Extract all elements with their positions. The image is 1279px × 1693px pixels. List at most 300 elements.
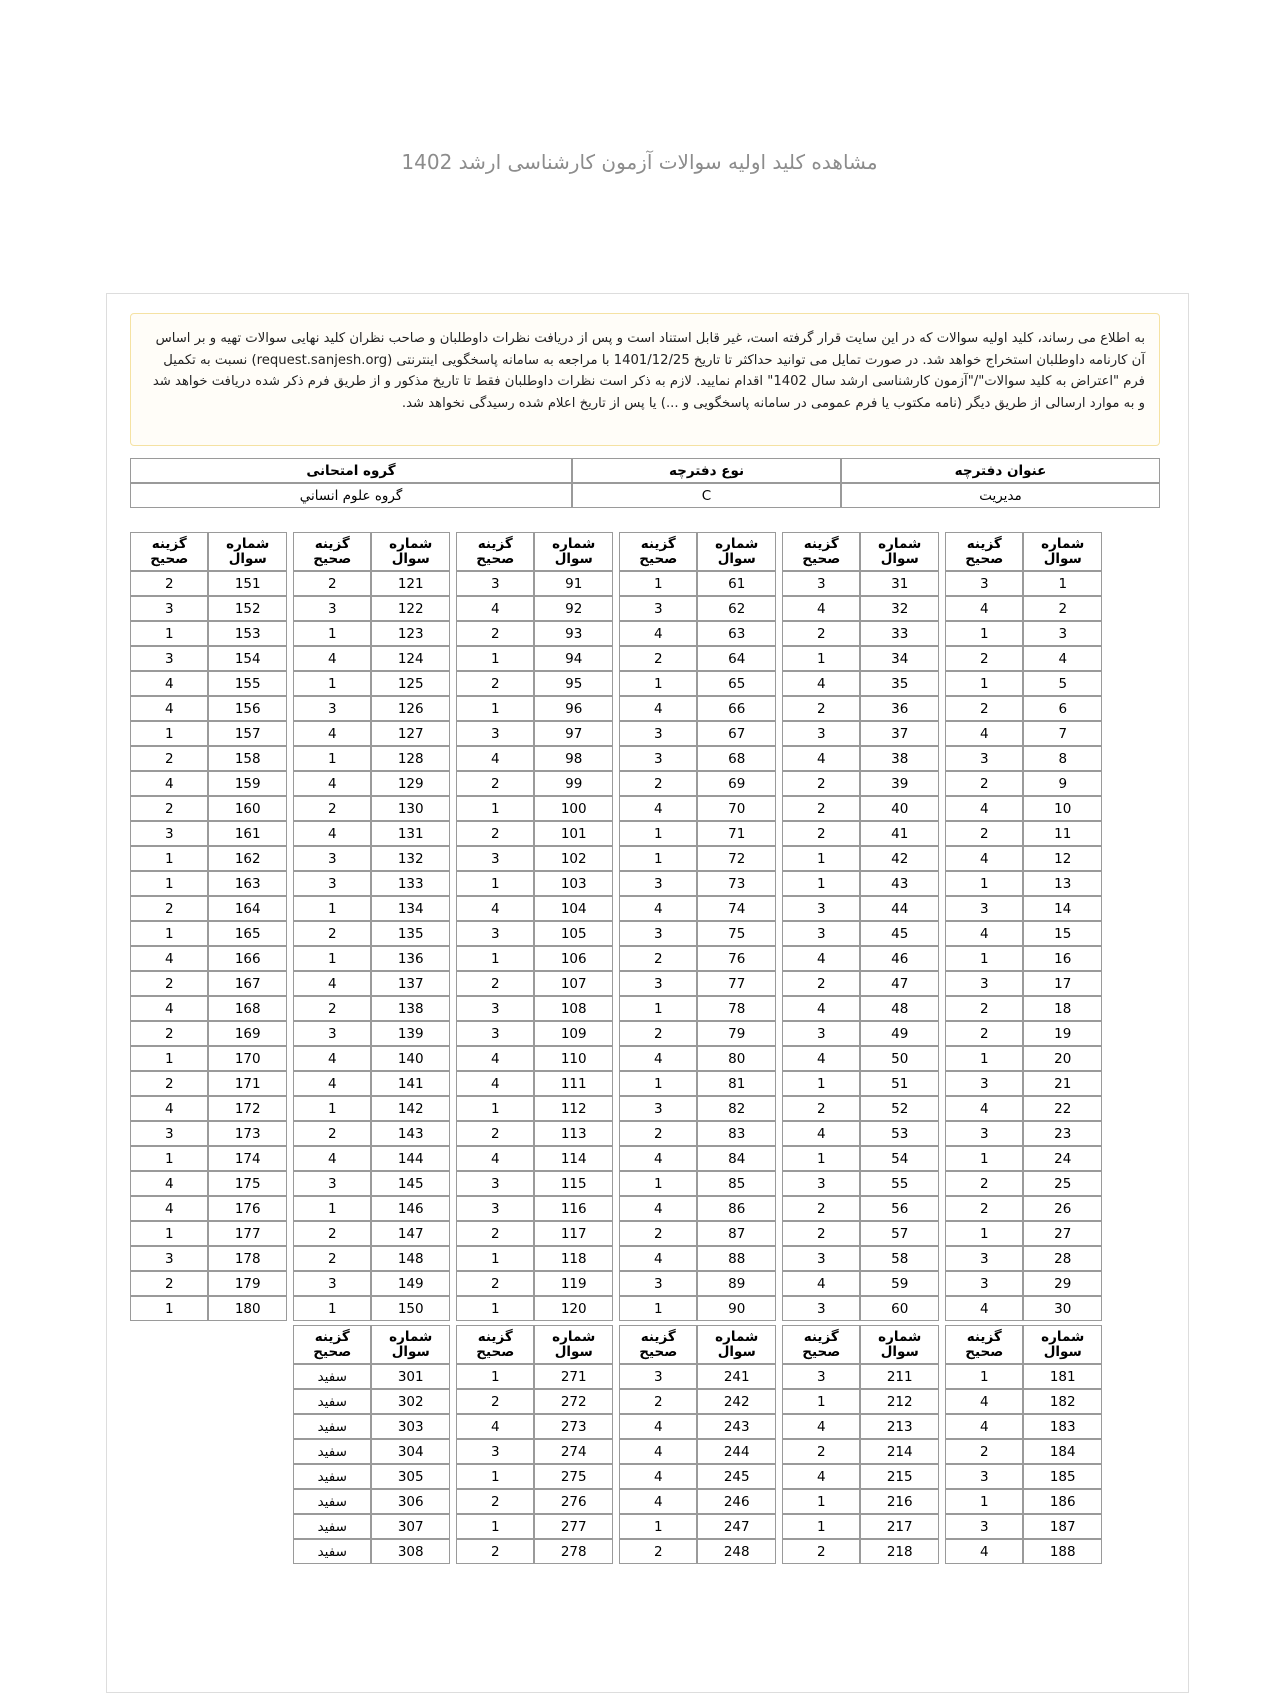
- question-number: 148: [371, 1246, 450, 1271]
- correct-answer: 2: [130, 1271, 208, 1296]
- question-number: 2: [1023, 596, 1102, 621]
- correct-answer: 2: [130, 971, 208, 996]
- table-row: [130, 1171, 287, 1196]
- table-row: [782, 771, 939, 796]
- question-number: 132: [371, 846, 450, 871]
- question-number: 169: [208, 1021, 287, 1046]
- question-number: 32: [860, 596, 939, 621]
- question-number: 217: [860, 1514, 939, 1539]
- correct-answer: 4: [619, 1246, 697, 1271]
- table-row: [456, 821, 613, 846]
- question-number: 146: [371, 1196, 450, 1221]
- correct-answer: 2: [945, 646, 1023, 671]
- exam-group-header: گروه امتحانی: [130, 458, 572, 483]
- question-number: 35: [860, 671, 939, 696]
- question-number: 98: [534, 746, 613, 771]
- table-row: [456, 796, 613, 821]
- table-row: [130, 1296, 287, 1321]
- question-number: 15: [1023, 921, 1102, 946]
- question-number: 247: [697, 1514, 776, 1539]
- table-row: [456, 1196, 613, 1221]
- correct-answer: 2: [293, 571, 371, 596]
- question-number: 54: [860, 1146, 939, 1171]
- correct-answer: 4: [293, 721, 371, 746]
- correct-answer: 1: [456, 1364, 534, 1389]
- question-number: 124: [371, 646, 450, 671]
- table-row: [456, 1296, 613, 1321]
- question-number: 114: [534, 1146, 613, 1171]
- correct-answer: 4: [782, 1464, 860, 1489]
- table-row: [945, 1389, 1102, 1414]
- correct-answer: 4: [782, 1121, 860, 1146]
- question-number: 72: [697, 846, 776, 871]
- table-row: [130, 1146, 287, 1171]
- question-number: 58: [860, 1246, 939, 1271]
- question-number: 161: [208, 821, 287, 846]
- table-row: [945, 1121, 1102, 1146]
- correct-answer: 3: [782, 921, 860, 946]
- question-number: 87: [697, 1221, 776, 1246]
- correct-answer: 4: [293, 771, 371, 796]
- table-row: [782, 946, 939, 971]
- question-number-header: شماره سوال: [1023, 1325, 1102, 1364]
- table-row: [782, 971, 939, 996]
- table-row: [945, 996, 1102, 1021]
- table-row: [293, 1071, 450, 1096]
- correct-answer: 4: [619, 896, 697, 921]
- correct-answer: 1: [130, 1296, 208, 1321]
- table-row: [130, 921, 287, 946]
- table-row: [619, 1414, 776, 1439]
- question-number: 63: [697, 621, 776, 646]
- correct-answer: 1: [945, 946, 1023, 971]
- correct-answer: 4: [945, 1096, 1023, 1121]
- correct-answer: 2: [293, 1246, 371, 1271]
- table-row: [456, 1071, 613, 1096]
- question-number: 242: [697, 1389, 776, 1414]
- table-row: [130, 1046, 287, 1071]
- correct-answer: 2: [945, 821, 1023, 846]
- question-number: 101: [534, 821, 613, 846]
- correct-answer: 1: [945, 1489, 1023, 1514]
- correct-answer: 1: [456, 1296, 534, 1321]
- correct-answer: 3: [945, 1071, 1023, 1096]
- question-number: 304: [371, 1439, 450, 1464]
- correct-answer: 1: [782, 871, 860, 896]
- question-number: 162: [208, 846, 287, 871]
- table-row: [293, 646, 450, 671]
- table-row: [945, 571, 1102, 596]
- question-number: 178: [208, 1246, 287, 1271]
- correct-answer: 4: [130, 771, 208, 796]
- question-number: 214: [860, 1439, 939, 1464]
- correct-answer: سفید: [293, 1414, 371, 1439]
- question-number-header: شماره سوال: [534, 532, 613, 571]
- question-number: 276: [534, 1489, 613, 1514]
- table-row: [619, 1246, 776, 1271]
- table-row: [782, 571, 939, 596]
- table-row: [782, 1489, 939, 1514]
- correct-answer: 1: [619, 671, 697, 696]
- table-row: [945, 1221, 1102, 1246]
- correct-answer: 2: [456, 1221, 534, 1246]
- correct-answer: 2: [782, 696, 860, 721]
- table-row: [782, 1514, 939, 1539]
- question-number: 48: [860, 996, 939, 1021]
- question-number: 22: [1023, 1096, 1102, 1121]
- correct-answer: 4: [130, 1171, 208, 1196]
- question-number: 21: [1023, 1071, 1102, 1096]
- question-number: 180: [208, 1296, 287, 1321]
- question-number: 91: [534, 571, 613, 596]
- table-row: [456, 1146, 613, 1171]
- table-row: [293, 771, 450, 796]
- correct-answer: 3: [456, 996, 534, 1021]
- question-number: 30: [1023, 1296, 1102, 1321]
- correct-answer: 4: [293, 646, 371, 671]
- table-row: [782, 1221, 939, 1246]
- correct-answer: 1: [130, 621, 208, 646]
- question-number: 10: [1023, 796, 1102, 821]
- question-number: 160: [208, 796, 287, 821]
- correct-answer: 2: [293, 796, 371, 821]
- question-number: 96: [534, 696, 613, 721]
- correct-answer: 1: [619, 1171, 697, 1196]
- table-row: [293, 1364, 450, 1389]
- table-row: [619, 746, 776, 771]
- correct-answer: 3: [619, 971, 697, 996]
- table-row: [456, 921, 613, 946]
- correct-answer: 4: [619, 796, 697, 821]
- table-row: [456, 621, 613, 646]
- answer-table: [782, 532, 939, 1321]
- question-number: 14: [1023, 896, 1102, 921]
- table-row: [945, 896, 1102, 921]
- table-row: [945, 1296, 1102, 1321]
- correct-answer-header: گزینه صحیح: [782, 532, 860, 571]
- question-number: 103: [534, 871, 613, 896]
- table-row: [456, 1246, 613, 1271]
- correct-answer: 1: [945, 871, 1023, 896]
- question-number: 118: [534, 1246, 613, 1271]
- question-number: 135: [371, 921, 450, 946]
- correct-answer: 1: [456, 646, 534, 671]
- question-number: 40: [860, 796, 939, 821]
- correct-answer: 2: [130, 571, 208, 596]
- question-number: 116: [534, 1196, 613, 1221]
- question-number-header: شماره سوال: [697, 1325, 776, 1364]
- correct-answer: 2: [782, 621, 860, 646]
- correct-answer: 2: [945, 1171, 1023, 1196]
- correct-answer: 3: [456, 1439, 534, 1464]
- table-row: [293, 1146, 450, 1171]
- correct-answer: 1: [456, 1096, 534, 1121]
- correct-answer: 1: [130, 1221, 208, 1246]
- correct-answer: 1: [782, 646, 860, 671]
- correct-answer: 4: [456, 896, 534, 921]
- correct-answer: 1: [293, 746, 371, 771]
- table-row: [456, 1439, 613, 1464]
- correct-answer: 4: [619, 1489, 697, 1514]
- correct-answer: 2: [782, 771, 860, 796]
- question-number: 175: [208, 1171, 287, 1196]
- question-number: 172: [208, 1096, 287, 1121]
- table-row: [456, 1514, 613, 1539]
- table-row: [130, 746, 287, 771]
- correct-answer: 3: [619, 746, 697, 771]
- question-number: 57: [860, 1221, 939, 1246]
- table-row: [130, 871, 287, 896]
- correct-answer: 2: [782, 821, 860, 846]
- table-row: [293, 571, 450, 596]
- table-row: [782, 1146, 939, 1171]
- correct-answer: 1: [619, 821, 697, 846]
- correct-answer: 2: [619, 1121, 697, 1146]
- table-row: [619, 1071, 776, 1096]
- question-number: 177: [208, 1221, 287, 1246]
- table-row: [130, 1246, 287, 1271]
- question-number: 301: [371, 1364, 450, 1389]
- correct-answer: سفید: [293, 1514, 371, 1539]
- question-number: 156: [208, 696, 287, 721]
- table-row: [945, 721, 1102, 746]
- question-number: 153: [208, 621, 287, 646]
- question-number: 24: [1023, 1146, 1102, 1171]
- answer-table: [782, 1325, 939, 1564]
- table-row: [456, 1121, 613, 1146]
- table-row: [456, 1096, 613, 1121]
- table-row: [945, 846, 1102, 871]
- table-row: [130, 1221, 287, 1246]
- correct-answer: 4: [782, 946, 860, 971]
- table-row: [619, 1271, 776, 1296]
- correct-answer: 2: [456, 771, 534, 796]
- notice-box: [130, 313, 1160, 446]
- correct-answer: 1: [945, 1146, 1023, 1171]
- correct-answer: 3: [619, 596, 697, 621]
- question-number: 75: [697, 921, 776, 946]
- table-row: [456, 771, 613, 796]
- question-number: 13: [1023, 871, 1102, 896]
- question-number: 31: [860, 571, 939, 596]
- question-number: 150: [371, 1296, 450, 1321]
- question-number: 185: [1023, 1464, 1102, 1489]
- table-row: [619, 921, 776, 946]
- correct-answer: 2: [945, 1021, 1023, 1046]
- correct-answer: 1: [782, 1071, 860, 1096]
- table-row: [293, 1196, 450, 1221]
- table-row: [782, 996, 939, 1021]
- booklet-title-header: عنوان دفترچه: [841, 458, 1160, 483]
- correct-answer: 4: [130, 671, 208, 696]
- table-row: [456, 1046, 613, 1071]
- correct-answer: 1: [293, 1296, 371, 1321]
- correct-answer: 3: [945, 971, 1023, 996]
- table-row: [130, 996, 287, 1021]
- table-row: [945, 1514, 1102, 1539]
- question-number: 306: [371, 1489, 450, 1514]
- correct-answer: 2: [619, 1021, 697, 1046]
- correct-answer: 4: [619, 1046, 697, 1071]
- table-row: [130, 771, 287, 796]
- correct-answer: 3: [782, 1021, 860, 1046]
- table-row: [782, 1271, 939, 1296]
- correct-answer: 3: [293, 1021, 371, 1046]
- answer-table: [293, 1325, 450, 1564]
- table-row: [782, 896, 939, 921]
- question-number: 173: [208, 1121, 287, 1146]
- correct-answer: 4: [782, 1046, 860, 1071]
- correct-answer: 1: [130, 1046, 208, 1071]
- correct-answer: 3: [293, 846, 371, 871]
- table-row: [619, 1364, 776, 1389]
- question-number: 5: [1023, 671, 1102, 696]
- question-number: 182: [1023, 1389, 1102, 1414]
- question-number: 137: [371, 971, 450, 996]
- correct-answer: 4: [619, 696, 697, 721]
- question-number: 139: [371, 1021, 450, 1046]
- table-row: [130, 571, 287, 596]
- table-row: [945, 1046, 1102, 1071]
- booklet-type-header: نوع دفترچه: [572, 458, 841, 483]
- question-number: 213: [860, 1414, 939, 1439]
- correct-answer: 1: [456, 1246, 534, 1271]
- correct-answer: 4: [945, 1539, 1023, 1564]
- question-number: 52: [860, 1096, 939, 1121]
- correct-answer: 4: [782, 746, 860, 771]
- table-row: [130, 671, 287, 696]
- correct-answer: 2: [782, 1539, 860, 1564]
- table-row: [130, 846, 287, 871]
- question-number: 104: [534, 896, 613, 921]
- question-number: 7: [1023, 721, 1102, 746]
- correct-answer: 3: [456, 921, 534, 946]
- correct-answer: 4: [456, 1414, 534, 1439]
- table-row: [293, 871, 450, 896]
- correct-answer: 1: [130, 921, 208, 946]
- correct-answer: 2: [945, 1196, 1023, 1221]
- table-row: [619, 1196, 776, 1221]
- question-number: 82: [697, 1096, 776, 1121]
- correct-answer: سفید: [293, 1364, 371, 1389]
- correct-answer: 2: [293, 996, 371, 1021]
- answer-table: [945, 1325, 1102, 1564]
- correct-answer: 3: [782, 1246, 860, 1271]
- table-row: [619, 871, 776, 896]
- correct-answer: 2: [945, 696, 1023, 721]
- question-number: 155: [208, 671, 287, 696]
- correct-answer: 4: [293, 821, 371, 846]
- table-row: [130, 796, 287, 821]
- question-number: 41: [860, 821, 939, 846]
- question-number: 174: [208, 1146, 287, 1171]
- question-number: 28: [1023, 1246, 1102, 1271]
- table-row: [782, 721, 939, 746]
- table-row: [293, 621, 450, 646]
- correct-answer: 4: [619, 1464, 697, 1489]
- correct-answer-header: گزینه صحیح: [130, 532, 208, 571]
- table-row: [456, 1364, 613, 1389]
- table-row: [456, 596, 613, 621]
- correct-answer: 1: [130, 846, 208, 871]
- question-number: 60: [860, 1296, 939, 1321]
- question-number: 143: [371, 1121, 450, 1146]
- question-number: 184: [1023, 1439, 1102, 1464]
- table-row: [619, 1046, 776, 1071]
- question-number: 277: [534, 1514, 613, 1539]
- table-row: [782, 596, 939, 621]
- table-row: [293, 1121, 450, 1146]
- correct-answer: 3: [456, 571, 534, 596]
- correct-answer: 3: [130, 1246, 208, 1271]
- correct-answer: 2: [782, 1096, 860, 1121]
- table-row: [456, 1171, 613, 1196]
- question-number-header: شماره سوال: [697, 532, 776, 571]
- correct-answer: 2: [782, 1439, 860, 1464]
- question-number: 46: [860, 946, 939, 971]
- table-row: [456, 996, 613, 1021]
- correct-answer: 3: [945, 1246, 1023, 1271]
- correct-answer: 4: [293, 1046, 371, 1071]
- table-row: [130, 1121, 287, 1146]
- correct-answer: 2: [456, 1271, 534, 1296]
- correct-answer: 4: [945, 1389, 1023, 1414]
- correct-answer: 1: [456, 796, 534, 821]
- question-number: 272: [534, 1389, 613, 1414]
- answer-table: [945, 532, 1102, 1321]
- correct-answer: 2: [130, 896, 208, 921]
- question-number: 78: [697, 996, 776, 1021]
- answer-table: [293, 532, 450, 1321]
- table-row: [782, 646, 939, 671]
- correct-answer: 1: [782, 1146, 860, 1171]
- table-row: [619, 996, 776, 1021]
- question-number: 83: [697, 1121, 776, 1146]
- answer-table: [456, 532, 613, 1321]
- table-row: [293, 1389, 450, 1414]
- correct-answer: 3: [130, 821, 208, 846]
- table-row: [130, 1071, 287, 1096]
- table-row: [782, 1171, 939, 1196]
- table-row: [945, 646, 1102, 671]
- table-row: [782, 1021, 939, 1046]
- question-number: 170: [208, 1046, 287, 1071]
- table-row: [782, 1246, 939, 1271]
- table-row: [293, 996, 450, 1021]
- question-number: 51: [860, 1071, 939, 1096]
- question-number: 86: [697, 1196, 776, 1221]
- table-row: [945, 1364, 1102, 1389]
- correct-answer: 3: [130, 646, 208, 671]
- correct-answer-header: گزینه صحیح: [293, 1325, 371, 1364]
- table-row: [945, 1414, 1102, 1439]
- question-number: 44: [860, 896, 939, 921]
- notice-text: به اطلاع می رساند، کلید اولیه سوالات که در این سایت قرار گرفته است، غیر قابل استناد است و پس از دریافت نظرات داوطلبان و صاحب نظران کلید نهایی سوالات تهیه و بر اساس آن کارنامه داوطلبان استخراج خواهد شد. در صورت تمایل می توانید حداکثر تا تاریخ 1401/12/25 با مراجعه به سامانه پاسخگویی اینترنتی (request.sanjesh.org) نسبت به تکمیل فرم "اعتراض به کلید سوالات"/"آزمون کارشناسی ارشد سال 1402" اقدام نمایید. لازم به ذکر است نظرات داوطلبان فقط تا تاریخ مذکور و از طریق فرم ذکر شده دریافت خواهد شد و به موارد ارسالی از طریق دیگر (نامه مکتوب یا فرم عمومی در سامانه پاسخگویی و ...) یا پس از تاریخ اعلام شده رسیدگی نخواهد شد.: [152, 331, 1145, 411]
- correct-answer-header: گزینه صحیح: [945, 532, 1023, 571]
- correct-answer: 2: [130, 1071, 208, 1096]
- question-number: 71: [697, 821, 776, 846]
- booklet-type-value: C: [572, 483, 841, 508]
- correct-answer: 4: [293, 971, 371, 996]
- question-number: 136: [371, 946, 450, 971]
- question-number: 29: [1023, 1271, 1102, 1296]
- correct-answer: 1: [293, 896, 371, 921]
- question-number: 3: [1023, 621, 1102, 646]
- correct-answer: 4: [782, 1271, 860, 1296]
- correct-answer: 2: [130, 796, 208, 821]
- table-row: [293, 1246, 450, 1271]
- question-number: 303: [371, 1414, 450, 1439]
